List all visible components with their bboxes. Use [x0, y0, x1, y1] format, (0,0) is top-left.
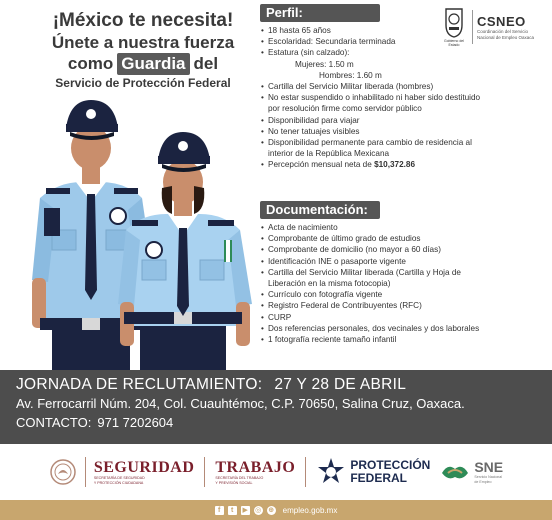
salary-value: $10,372.86 [374, 160, 416, 170]
headline-del: del [193, 54, 219, 73]
documentacion-list [261, 222, 511, 345]
contact-label: CONTACTO: [16, 415, 92, 430]
eagle-emblem-icon [49, 458, 77, 486]
seguridad-sub1: SECRETARÍA DE SEGURIDAD [93, 476, 145, 481]
doc-item: • Acta de nacimiento [261, 222, 511, 233]
oaxaca-seal-icon [442, 7, 466, 39]
perfil-item: • No tener tatuajes visibles [261, 126, 523, 137]
csneo-logo [440, 6, 550, 48]
doc-item: • Registro Federal de Contribuyentes (RFC) [261, 300, 511, 311]
csneo-divider [472, 10, 473, 44]
proteccion-line2: FEDERAL [350, 471, 407, 485]
logo-divider [85, 457, 86, 487]
banner-address: Av. Ferrocarril Núm. 204, Col. Cuauhtémoc, C.P. 70650, Salina Cruz, Oaxaca. [16, 396, 465, 411]
footer-bar [0, 500, 552, 520]
salary-label: Percepción mensual neta de [268, 160, 375, 170]
sne-name: SNE [474, 459, 504, 476]
logo-divider [204, 457, 205, 487]
female-guard [118, 132, 252, 370]
headline-line1: ¡México te necesita! [52, 10, 234, 31]
recruitment-banner [0, 370, 552, 444]
csneo-subtitle2: Nacional de Empleo Oaxaca [477, 34, 535, 40]
police-star-icon [316, 457, 346, 487]
headline-line4: Servicio de Protección Federal [55, 76, 231, 90]
perfil-item-mujeres: Mujeres: 1.50 m [295, 59, 354, 69]
guards-illustration [30, 90, 255, 370]
globe-icon: ⊕ [268, 506, 275, 514]
headline-line3 [28, 53, 258, 75]
doc-item: • Currículo con fotografía vigente [261, 289, 511, 300]
perfil-item-cont: por resolución firme como servidor público [268, 104, 422, 114]
perfil-item: • No estar suspendido o inhabilitado ni haber sido destituido [261, 92, 523, 103]
seguridad-name: SEGURIDAD [93, 459, 195, 477]
youtube-icon[interactable]: ▶ [242, 506, 248, 514]
doc-item: • CURP [261, 312, 511, 323]
doc-item: • Comprobante de domicilio (no mayor a 60 días) [261, 244, 511, 255]
event-dates: 27 Y 28 DE ABRIL [274, 376, 407, 393]
institution-logos [0, 444, 552, 500]
trabajo-name: TRABAJO [215, 459, 296, 477]
oaxaca-seal [440, 7, 468, 47]
proteccion-line1: PROTECCIÓN [350, 458, 431, 472]
doc-item: • Cartilla del Servicio Militar liberada (Cartilla y Hoja de [261, 267, 511, 278]
logo-seguridad [49, 457, 195, 487]
perfil-item: • Estatura (sin calzado): [261, 47, 523, 58]
handshake-icon [440, 459, 470, 485]
documentacion-title: Documentación: [260, 201, 380, 219]
headline-guardia: Guardia [117, 53, 189, 75]
contact-phone: 971 7202604 [97, 415, 174, 430]
logo-sne [440, 459, 503, 485]
headline-como: como [67, 54, 114, 73]
footer-url[interactable]: empleo.gob.mx [282, 505, 338, 515]
headline-line2: Únete a nuestra fuerza [51, 33, 235, 52]
logo-proteccion-federal [316, 457, 430, 487]
perfil-item-cont: interior de la República Mexicana [268, 149, 390, 159]
headline [28, 10, 258, 91]
doc-item: • Comprobante de último grado de estudios [261, 233, 511, 244]
doc-item: • Dos referencias personales, dos vecinales y dos laborales [261, 323, 511, 334]
seal-label: Gobierno del Estado [443, 39, 465, 47]
doc-item: • Identificación INE o pasaporte vigente [261, 256, 511, 267]
banner-event [16, 374, 552, 395]
sne-sub1: Servicio Nacional [474, 475, 503, 480]
doc-item: • 1 fotografía reciente tamaño infantil [261, 334, 511, 345]
logo-trabajo [215, 459, 295, 485]
logo-divider [305, 457, 306, 487]
banner-contact [16, 413, 552, 432]
perfil-salary [261, 159, 523, 170]
perfil-item: • Escolaridad: Secundaria terminada [261, 36, 523, 47]
csneo-name: CSNEO [477, 14, 526, 29]
doc-item-cont: Liberación en la misma fotocopia) [268, 279, 391, 289]
csneo-subtitle1: Coordinación del Servicio [477, 29, 529, 34]
perfil-item: • Disponibilidad permanente para cambio de residencia al [261, 137, 523, 148]
facebook-icon[interactable]: f [215, 506, 224, 515]
perfil-item-hombres: Hombres: 1.60 m [319, 70, 382, 80]
perfil-item: • Disponibilidad para viajar [261, 115, 523, 126]
sne-sub2: de Empleo [474, 479, 492, 484]
event-label: JORNADA DE RECLUTAMIENTO: [16, 376, 263, 393]
perfil-item: • Cartilla del Servicio Militar liberada (hombres) [261, 81, 523, 92]
csneo-brand [477, 14, 534, 40]
perfil-item: • 18 hasta 65 años [261, 25, 523, 36]
trabajo-sub2: Y PREVISIÓN SOCIAL [215, 480, 253, 485]
seguridad-sub2: Y PROTECCIÓN CIUDADANA [93, 480, 144, 485]
perfil-title: Perfil: [260, 4, 380, 22]
instagram-icon[interactable]: ◎ [255, 506, 262, 514]
twitter-icon[interactable]: t [228, 506, 237, 515]
trabajo-sub1: SECRETARÍA DEL TRABAJO [215, 476, 264, 481]
